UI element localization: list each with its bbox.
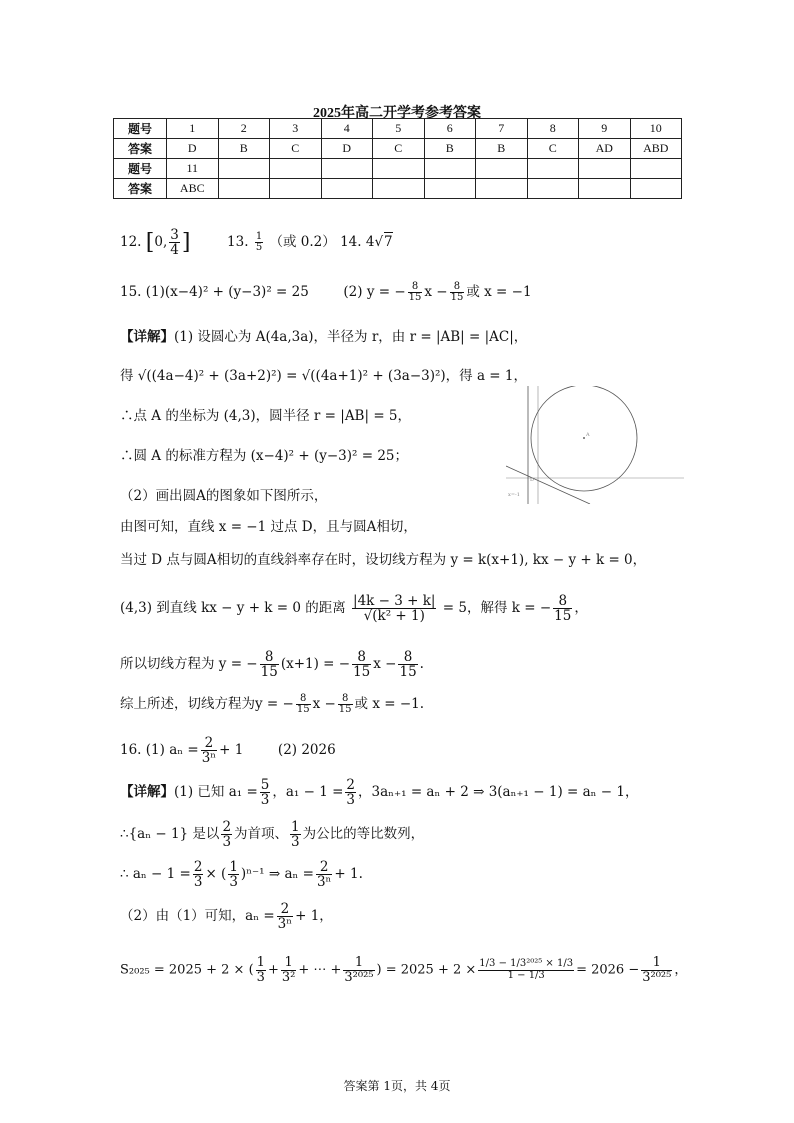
- q15-detail-3: ∴点 A 的坐标为 (4,3)，圆半径 r = |AB| = 5，: [120, 408, 412, 424]
- eq-text: + 1: [219, 742, 244, 759]
- numerator: 2: [277, 902, 293, 917]
- right-bracket: ]: [181, 230, 191, 256]
- detail-text: (4,3) 到直线 kx − y + k = 0 的距离: [120, 600, 346, 617]
- fraction: [256, 956, 266, 984]
- table-cell: 7: [476, 119, 528, 139]
- eq-text: y = −: [255, 696, 294, 712]
- numerator: 3: [170, 227, 179, 243]
- numerator: 2: [316, 860, 332, 875]
- label-x-neg1: x=-1: [508, 492, 520, 498]
- table-cell: D: [167, 139, 219, 159]
- denominator: 15: [450, 292, 464, 303]
- table-cell: [424, 159, 476, 179]
- numerator: 2: [193, 859, 203, 875]
- detail-text: 综上所述，切线方程为: [120, 696, 255, 712]
- detail-text: +: [267, 962, 279, 978]
- denominator: 3ⁿ: [201, 750, 217, 767]
- denominator: 3: [193, 874, 203, 891]
- denominator: 3²⁰²⁵: [642, 969, 672, 985]
- table-cell: [630, 159, 682, 179]
- numerator: 8: [260, 650, 279, 665]
- table-cell: ABC: [167, 179, 219, 199]
- denominator: 3: [260, 792, 270, 809]
- denominator: 15: [296, 704, 310, 715]
- numerator: 8: [296, 694, 311, 706]
- numerator: 8: [352, 650, 371, 665]
- table-cell: [424, 179, 476, 199]
- q14-coef: 4: [365, 234, 375, 251]
- q12-interval-lhs: 0,: [154, 234, 168, 251]
- fraction: [553, 594, 572, 623]
- table-cell: 4: [321, 119, 373, 139]
- numerator: 1: [256, 955, 265, 970]
- fraction: [193, 860, 204, 889]
- table-cell: 8: [527, 119, 579, 139]
- denominator: 1 − 1/3: [507, 969, 545, 981]
- numerator: 8: [450, 282, 465, 294]
- table-cell: D: [321, 139, 373, 159]
- fraction: [352, 650, 371, 679]
- denominator: 15: [353, 664, 371, 681]
- detail-text: ∴{aₙ − 1} 是以: [120, 826, 220, 843]
- q15-detail-4: ∴圆 A 的标准方程为 (x−4)² + (y−3)² = 25；: [120, 448, 409, 464]
- row-header: 答案: [114, 139, 167, 159]
- table-cell: 1: [167, 119, 219, 139]
- numerator: 1: [343, 956, 374, 971]
- fraction: [343, 956, 374, 984]
- table-cell: [476, 179, 528, 199]
- answers-12-14: 12. [0, $\frac{3}{4}$ ] 13. $\frac{1}{5}$ （或 0.2） 14. 4√7: [120, 227, 393, 259]
- denominator: 3: [346, 792, 356, 809]
- detail-text: x −: [373, 656, 397, 673]
- table-cell: [579, 159, 631, 179]
- table-row: [114, 159, 682, 179]
- table-cell: [527, 179, 579, 199]
- row-header: 题号: [114, 119, 167, 139]
- table-cell: [270, 179, 322, 199]
- detail-text: ，a₁ − 1 =: [272, 784, 344, 801]
- eq-text: (1) aₙ =: [145, 742, 199, 759]
- detail-text: ，: [574, 600, 588, 617]
- fraction: [290, 820, 301, 849]
- fraction: [260, 778, 271, 807]
- table-cell: [218, 159, 270, 179]
- denominator: 3: [222, 834, 232, 851]
- numerator: 2: [346, 777, 356, 793]
- table-cell: [270, 159, 322, 179]
- table-cell: 2: [218, 119, 270, 139]
- denominator: 3: [256, 969, 265, 985]
- table-cell: C: [527, 139, 579, 159]
- row-header: 题号: [114, 159, 167, 179]
- q14-radicand: 7: [384, 234, 393, 251]
- detail-text: (1) 设圆心为 A(4a,3a)，半径为 r，由 r = |AB| = |AC|，: [174, 329, 528, 345]
- q13-fraction: [255, 232, 263, 254]
- fraction: [408, 282, 423, 304]
- distance-fraction: [352, 594, 436, 623]
- q16-detail-1: [120, 778, 639, 807]
- table-cell: [321, 179, 373, 199]
- q15-ans1: (1)(x−4)² + (y−3)² = 25: [145, 284, 309, 300]
- q16-answers: [120, 736, 336, 765]
- eq-text: 或 x = −1: [466, 284, 532, 300]
- table-cell: [373, 159, 425, 179]
- table-cell: AD: [579, 139, 631, 159]
- page-footer: 答案第 1页，共 4页: [343, 1079, 451, 1093]
- circle-graph: [506, 386, 684, 504]
- fraction: [296, 694, 311, 716]
- detail-text: = 2026 −: [576, 962, 640, 978]
- detail-text: + ⋯ +: [298, 962, 342, 978]
- fraction: [281, 956, 296, 984]
- table-row: [114, 139, 682, 159]
- q15-ans2-pre: (2): [343, 284, 363, 300]
- q15-detail-2: 得 √((4a−4)² + (3a+2)²) = √((4a+1)² + (3a−3)²)，得 a = 1，: [120, 368, 528, 384]
- detail-tag: 【详解】: [120, 329, 174, 345]
- table-cell: 9: [579, 119, 631, 139]
- detail-tag: 【详解】: [120, 784, 174, 801]
- eq-text: x −: [424, 284, 448, 300]
- table-cell: B: [424, 139, 476, 159]
- numerator: 2: [222, 819, 232, 835]
- table-cell: C: [373, 139, 425, 159]
- detail-text: + 1，: [295, 908, 333, 925]
- fraction: [201, 736, 217, 765]
- table-cell: [321, 159, 373, 179]
- detail-text: 或 x = −1.: [354, 696, 425, 712]
- detail-text: (x+1) = −: [280, 656, 351, 673]
- q14-label: 14.: [340, 234, 362, 251]
- detail-text: ，3aₙ₊₁ = aₙ + 2 ⇒ 3(aₙ₊₁ − 1) = aₙ − 1，: [358, 784, 639, 801]
- table-cell: 10: [630, 119, 682, 139]
- detail-text: )ⁿ⁻¹ ⇒ aₙ =: [240, 866, 314, 883]
- numerator: 2: [201, 736, 217, 751]
- denominator: 15: [554, 608, 572, 625]
- fraction: [260, 650, 279, 679]
- q16-detail-3: [120, 860, 363, 889]
- denominator: 15: [408, 292, 422, 303]
- fraction: [221, 820, 232, 849]
- table-cell: [579, 179, 631, 199]
- table-cell: [476, 159, 528, 179]
- q15-label: 15.: [120, 284, 142, 300]
- q15-detail-1: [120, 325, 527, 345]
- denominator: 15: [399, 664, 417, 681]
- detail-text: ∴ aₙ − 1 =: [120, 866, 191, 883]
- detail-text: (1) 已知 a₁ =: [174, 784, 258, 801]
- q16-ans2: (2) 2026: [277, 742, 336, 759]
- table-cell: [218, 179, 270, 199]
- denominator: 4: [170, 242, 179, 259]
- detail-text: .: [419, 656, 424, 673]
- fraction: [338, 694, 353, 716]
- numerator: 1/3 − 1/3²⁰²⁵ × 1/3: [479, 958, 574, 970]
- table-cell: 6: [424, 119, 476, 139]
- table-cell: C: [270, 139, 322, 159]
- detail-text: 为公比的等比数列，: [302, 826, 425, 843]
- detail-text: 为首项、: [234, 826, 289, 843]
- row-header: 答案: [114, 179, 167, 199]
- q15-detail-10: [120, 692, 424, 716]
- q15-detail-5: （2）画出圆A的图象如下图所示，: [120, 488, 328, 504]
- denominator: 3ⁿ: [316, 874, 332, 891]
- q13-alt: （或 0.2）: [269, 234, 336, 251]
- detail-text: ，: [674, 962, 688, 978]
- fraction: [641, 956, 672, 984]
- numerator: 1: [229, 859, 238, 875]
- denominator: 3: [291, 834, 300, 851]
- q15-detail-8: [120, 594, 588, 623]
- table-cell: B: [476, 139, 528, 159]
- label-d: D: [530, 477, 535, 483]
- center-point: [583, 437, 585, 439]
- detail-text: × (: [205, 866, 227, 883]
- numerator: 8: [398, 650, 417, 665]
- detail-text: = 5，解得 k = −: [442, 600, 552, 617]
- tangent-line: [506, 466, 590, 504]
- table-cell: ABD: [630, 139, 682, 159]
- label-a: A: [586, 432, 590, 438]
- q16-label: 16.: [120, 742, 142, 759]
- numerator: 1: [281, 956, 296, 971]
- q12-fraction: [169, 228, 180, 257]
- fraction: [398, 650, 417, 679]
- fraction: [450, 282, 465, 304]
- numerator: 8: [338, 694, 353, 706]
- detail-text: + 1.: [334, 866, 363, 883]
- denominator: 3ⁿ: [277, 916, 293, 933]
- table-cell: 5: [373, 119, 425, 139]
- numerator: 8: [408, 282, 423, 294]
- table-cell: 11: [167, 159, 219, 179]
- q16-detail-4: [120, 902, 333, 931]
- table-cell: 3: [270, 119, 322, 139]
- q13-label: 13.: [227, 234, 249, 251]
- table-cell: [630, 179, 682, 199]
- numerator: 1: [255, 230, 263, 242]
- q16-detail-5: [120, 956, 687, 984]
- table-cell: [527, 159, 579, 179]
- eq-text: y = −: [366, 284, 406, 300]
- denominator: 3: [229, 874, 238, 891]
- fraction: [277, 902, 293, 931]
- denominator: 3²: [281, 969, 296, 985]
- q15-answers: [120, 280, 532, 304]
- detail-text: （2）由（1）可知，aₙ =: [120, 908, 275, 925]
- detail-text: 所以切线方程为 y = −: [120, 656, 258, 673]
- q15-detail-9: [120, 650, 424, 679]
- detail-text: ) = 2025 + 2 ×: [376, 962, 477, 978]
- denominator: √(k² + 1): [363, 608, 425, 625]
- table-cell: [373, 179, 425, 199]
- big-fraction: [478, 959, 574, 981]
- eq-text: x −: [312, 696, 336, 712]
- denominator: 5: [255, 242, 263, 254]
- fraction: [228, 860, 239, 889]
- denominator: 3²⁰²⁵: [344, 969, 374, 985]
- q12-label: 12.: [120, 234, 142, 251]
- fraction: [345, 778, 356, 807]
- denominator: 15: [260, 664, 278, 681]
- numerator: 1: [641, 956, 672, 971]
- numerator: 8: [553, 594, 572, 609]
- q15-detail-7: 当过 D 点与圆A相切的直线斜率存在时，设切线方程为 y = k(x+1), kx − y + k = 0，: [120, 552, 647, 568]
- numerator: |4k − 3 + k|: [353, 593, 436, 609]
- page-title: 2025年高二开学考参考答案: [313, 106, 481, 121]
- answer-table: [113, 118, 682, 199]
- table-cell: B: [218, 139, 270, 159]
- left-bracket: [: [145, 230, 155, 256]
- detail-text: S₂₀₂₅ = 2025 + 2 × (: [120, 962, 254, 978]
- table-row: [114, 179, 682, 199]
- q15-detail-6: 由图可知，直线 x = −1 过点 D，且与圆A相切，: [120, 519, 417, 535]
- q16-detail-2: [120, 820, 424, 849]
- numerator: 5: [260, 777, 270, 793]
- fraction: [316, 860, 332, 889]
- table-row: [114, 119, 682, 139]
- numerator: 1: [291, 819, 300, 835]
- denominator: 15: [338, 704, 352, 715]
